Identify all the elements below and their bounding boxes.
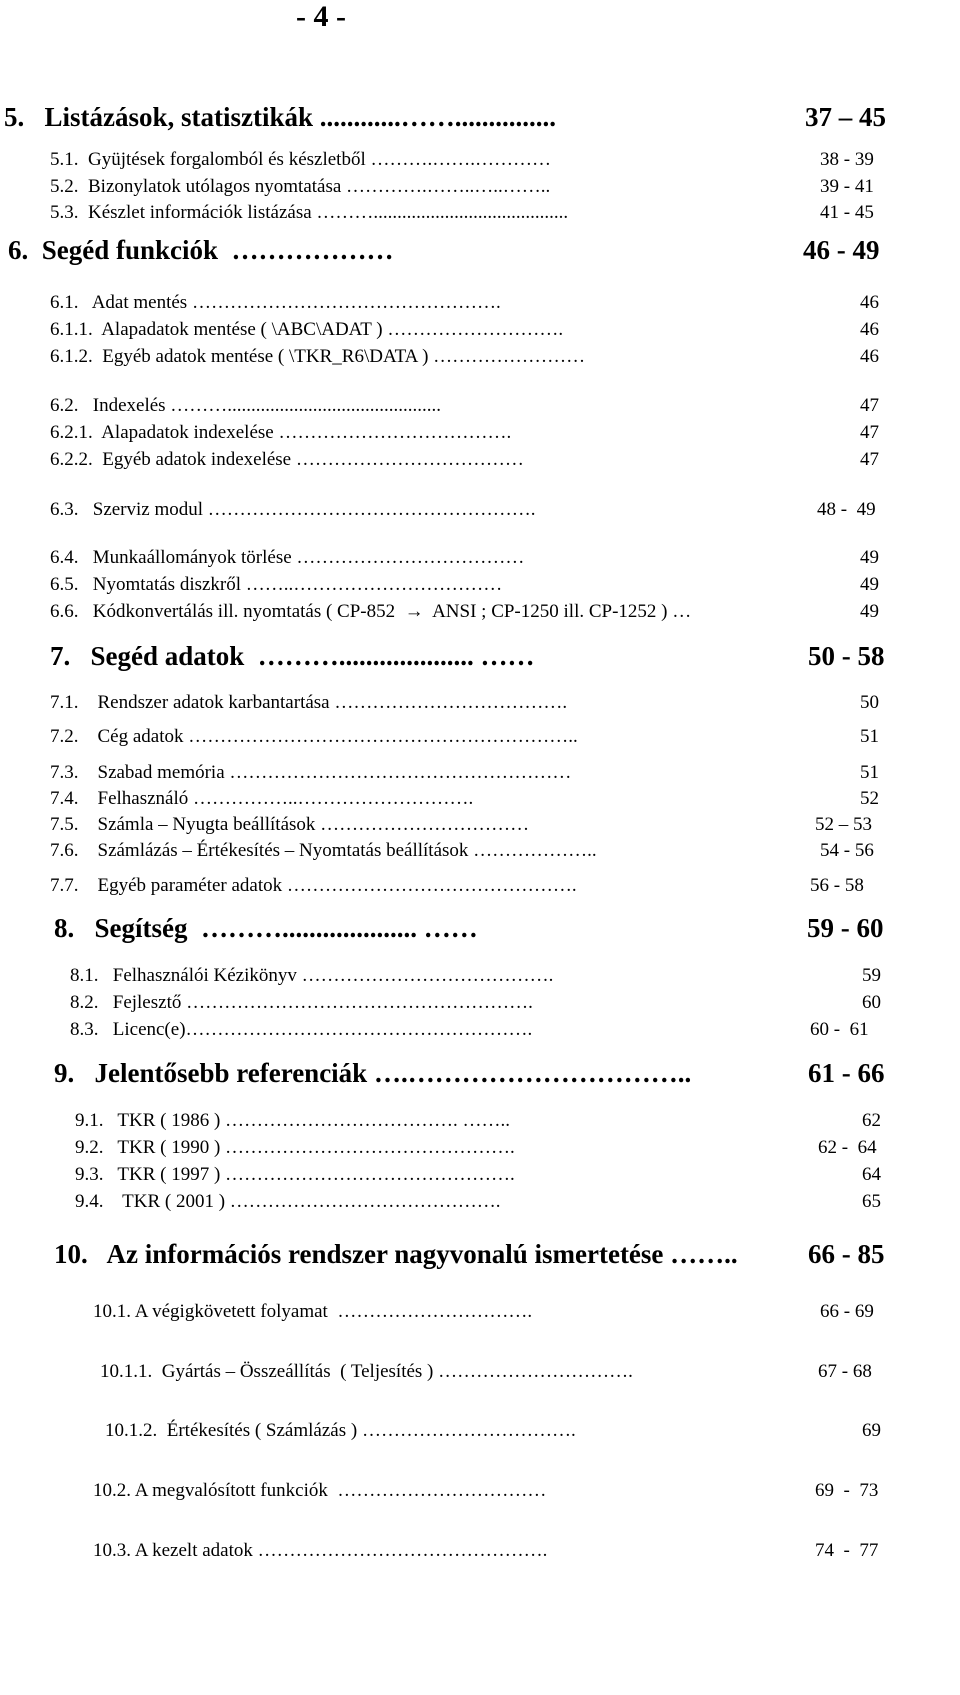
toc-entry-5-2: 5.2. Bizonylatok utólagos nyomtatása ………….……..…..…….. [50, 176, 551, 197]
toc-page-6-6: 49 [860, 601, 879, 622]
toc-heading-9: 9. Jelentősebb referenciák ….………………………….. [54, 1058, 692, 1088]
toc-entry-9-3: 9.3. TKR ( 1997 ) ………………………………………. [75, 1164, 515, 1185]
toc-page-5-2: 39 - 41 [820, 176, 874, 197]
toc-page-7: 50 - 58 [808, 641, 885, 671]
toc-page-6-2-2: 47 [860, 449, 879, 470]
toc-page-10-1-1: 67 - 68 [818, 1361, 872, 1382]
toc-entry-6-5: 6.5. Nyomtatás diszkről ……..…………………………… [50, 574, 503, 595]
toc-entry-10-1-1: 10.1.1. Gyártás – Összeállítás ( Teljesítés ) …………………………. [100, 1361, 633, 1382]
page-number: - 4 - [296, 0, 346, 33]
toc-heading-10: 10. Az információs rendszer nagyvonalú ismertetése …….. [54, 1239, 738, 1269]
toc-page-9-1: 62 [862, 1110, 881, 1131]
toc-entry-7-6: 7.6. Számlázás – Értékesítés – Nyomtatás beállítások ……………….. [50, 840, 597, 861]
toc-entry-9-2: 9.2. TKR ( 1990 ) ………………………………………. [75, 1137, 515, 1158]
toc-entry-10-1-2: 10.1.2. Értékesítés ( Számlázás ) ……………………………. [105, 1420, 576, 1441]
toc-entry-9-1: 9.1. TKR ( 1986 ) ………………………………. …….. [75, 1110, 511, 1131]
toc-heading-5: 5. Listázások, statisztikák ............……............... [4, 102, 557, 132]
toc-entry-6-1-2: 6.1.2. Egyéb adatok mentése ( \TKR_R6\DATA ) …………………… [50, 346, 586, 367]
toc-page-6-2-1: 47 [860, 422, 879, 443]
toc-page-6-3: 48 - 49 [817, 499, 876, 520]
toc-page-7-6: 54 - 56 [820, 840, 874, 861]
toc-page-10-2: 69 - 73 [815, 1480, 879, 1501]
toc-entry-7-4: 7.4. Felhasználó ……………..………………………. [50, 788, 474, 809]
toc-entry-6-3: 6.3. Szerviz modul ……………………………………………. [50, 499, 536, 520]
toc-page-7-2: 51 [860, 726, 879, 747]
toc-page-10: 66 - 85 [808, 1239, 885, 1269]
toc-entry-10-1: 10.1. A végigkövetett folyamat …………………………. [93, 1301, 533, 1322]
toc-page-7-7: 56 - 58 [810, 875, 864, 896]
toc-entry-6-4: 6.4. Munkaállományok törlése ……………………………… [50, 547, 525, 568]
toc-entry-5-3: 5.3. Készlet információk listázása ………......................................... [50, 202, 569, 223]
toc-heading-8: 8. Segítség ……….................... …… [54, 913, 478, 943]
toc-entry-7-5: 7.5. Számla – Nyugta beállítások …………………………… [50, 814, 530, 835]
toc-page-10-1-2: 69 [862, 1420, 881, 1441]
toc-entry-7-7: 7.7. Egyéb paraméter adatok ………………………………………. [50, 875, 577, 896]
toc-entry-8-2: 8.2. Fejlesztő ………………………………………………. [70, 992, 533, 1013]
toc-page-8-3: 60 - 61 [810, 1019, 869, 1040]
toc-page-6-1-2: 46 [860, 346, 879, 367]
toc-page-5-3: 41 - 45 [820, 202, 874, 223]
toc-page-9-4: 65 [862, 1191, 881, 1212]
toc-heading-6: 6. Segéd funkciók ……………… [8, 235, 394, 265]
toc-page-7-3: 51 [860, 762, 879, 783]
toc-page-8-1: 59 [862, 965, 881, 986]
toc-page-6-1-1: 46 [860, 319, 879, 340]
toc-page-5: 37 – 45 [805, 102, 886, 132]
toc-page-5-1: 38 - 39 [820, 149, 874, 170]
toc-page-9-3: 64 [862, 1164, 881, 1185]
toc-page-9: 61 - 66 [808, 1058, 885, 1088]
toc-entry-6-2-2: 6.2.2. Egyéb adatok indexelése ……………………………… [50, 449, 524, 470]
toc-page-6-1: 46 [860, 292, 879, 313]
toc-page-9-2: 62 - 64 [818, 1137, 877, 1158]
toc-entry-6-6: 6.6. Kódkonvertálás ill. nyomtatás ( CP-852 → ANSI ; CP-1250 ill. CP-1252 ) … [50, 601, 692, 622]
toc-entry-9-4: 9.4. TKR ( 2001 ) ……………………………………. [75, 1191, 501, 1212]
toc-page-10-3: 74 - 77 [815, 1540, 879, 1561]
toc-page-10-1: 66 - 69 [820, 1301, 874, 1322]
toc-page-8: 59 - 60 [807, 913, 884, 943]
toc-entry-6-2-1: 6.2.1. Alapadatok indexelése ………………………………. [50, 422, 512, 443]
toc-entry-6-1: 6.1. Adat mentés …………………………………………. [50, 292, 501, 313]
toc-heading-7: 7. Segéd adatok ……….................... …… [50, 641, 535, 671]
toc-page-6-5: 49 [860, 574, 879, 595]
toc-entry-5-1: 5.1. Gyüjtések forgalomból és készletből ……….…….………… [50, 149, 551, 170]
toc-entry-7-3: 7.3. Szabad memória ……………………………………………… [50, 762, 572, 783]
toc-page-7-1: 50 [860, 692, 879, 713]
toc-entry-7-2: 7.2. Cég adatok …………………………………………………….. [50, 726, 578, 747]
toc-page-6: 46 - 49 [803, 235, 880, 265]
toc-entry-8-3: 8.3. Licenc(e)………………………………………………. [70, 1019, 533, 1040]
toc-entry-10-2: 10.2. A megvalósított funkciók …………………………… [93, 1480, 547, 1501]
toc-page-6-2: 47 [860, 395, 879, 416]
toc-page-7-4: 52 [860, 788, 879, 809]
toc-entry-6-1-1: 6.1.1. Alapadatok mentése ( \ABC\ADAT ) ………………………. [50, 319, 564, 340]
toc-entry-7-1: 7.1. Rendszer adatok karbantartása ………………………………. [50, 692, 568, 713]
toc-page-6-4: 49 [860, 547, 879, 568]
toc-entry-6-2: 6.2. Indexelés ………............................................. [50, 395, 442, 416]
toc-page-8-2: 60 [862, 992, 881, 1013]
toc-entry-10-3: 10.3. A kezelt adatok ………………………………………. [93, 1540, 548, 1561]
toc-entry-8-1: 8.1. Felhasználói Kézikönyv …………………………………. [70, 965, 554, 986]
toc-page-7-5: 52 – 53 [815, 814, 872, 835]
